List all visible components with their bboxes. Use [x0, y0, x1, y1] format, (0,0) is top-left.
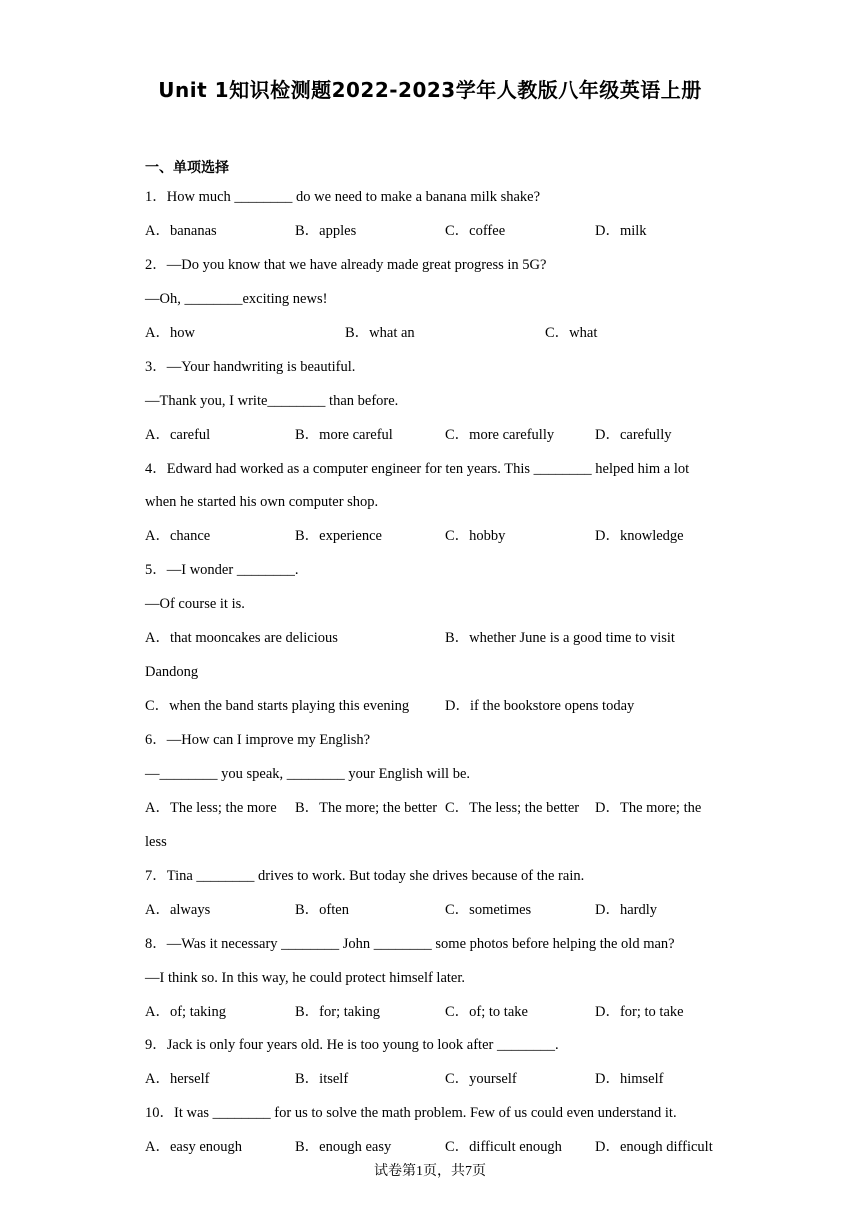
answer-option: A．of; taking [145, 1003, 226, 1020]
answer-option: A．herself [145, 1071, 210, 1088]
answer-option: D．milk [595, 222, 647, 239]
answer-option: B．The more; the better [295, 799, 438, 816]
answer-option: C．sometimes [445, 901, 532, 918]
answer-option: C．The less; the better [445, 799, 580, 816]
answer-option: A．chance [145, 528, 211, 545]
question-text: Dandong [145, 664, 199, 681]
answer-option: A．that mooncakes are delicious [145, 630, 338, 647]
question-text: less [145, 833, 167, 850]
answer-option: C．of; to take [445, 1003, 528, 1020]
answer-option: B．experience [295, 528, 382, 545]
section-heading: 一、单项选择 [145, 160, 229, 176]
answer-option: B．enough easy [295, 1139, 392, 1156]
answer-option: A．careful [145, 426, 211, 443]
answer-option: C．more carefully [445, 426, 555, 443]
answer-option: C．when the band starts playing this evening [145, 698, 410, 715]
answer-option: D．carefully [595, 426, 672, 443]
answer-option: A．always [145, 901, 211, 918]
answer-option: B．apples [295, 222, 357, 239]
option-row [145, 622, 725, 656]
question-text: 8．—Was it necessary ________ John ________ some photos before helping the old man? [145, 935, 675, 952]
option-row [145, 419, 725, 453]
question-text: —Of course it is. [145, 596, 245, 613]
question-text: 5．—I wonder ________. [145, 562, 299, 579]
option-row [145, 690, 725, 724]
answer-option: D．himself [595, 1071, 664, 1088]
question-text: when he started his own computer shop. [145, 494, 379, 511]
question-text: 3．—Your handwriting is beautiful. [145, 358, 356, 375]
option-row [145, 996, 725, 1030]
option-row [145, 792, 725, 826]
answer-option: B．what an [345, 324, 415, 341]
answer-option: B．often [295, 901, 349, 918]
question-text: —________ you speak, ________ your English will be. [145, 765, 471, 782]
answer-option: D．for; to take [595, 1003, 684, 1020]
answer-option: A．bananas [145, 222, 217, 239]
page-title: Unit 1知识检测题2022-2023学年人教版八年级英语上册 [158, 78, 702, 102]
question-text: 4．Edward had worked as a computer engineer for ten years. This ________ helped him a lot [145, 460, 690, 477]
page-footer: 试卷第1页，共7页 [374, 1164, 486, 1179]
option-row [145, 215, 725, 249]
question-text: —I think so. In this way, he could protect himself later. [145, 969, 466, 986]
answer-option: C．difficult enough [445, 1139, 562, 1156]
answer-option: D．The more; the [595, 799, 702, 816]
answer-option: B．for; taking [295, 1003, 380, 1020]
question-text: 6．—How can I improve my English? [145, 732, 371, 748]
answer-option: C．hobby [445, 528, 506, 545]
question-list [145, 181, 725, 1165]
answer-option: D．enough difficult [595, 1139, 713, 1156]
question-text: 9．Jack is only four years old. He is too young to look after ________. [145, 1037, 559, 1054]
question-text: 1．How much ________ do we need to make a banana milk shake? [145, 189, 541, 205]
question-text: 7．Tina ________ drives to work. But today she drives because of the rain. [145, 867, 585, 884]
question-text: 10．It was ________ for us to solve the math problem. Few of us could even understand it. [145, 1105, 677, 1122]
answer-option: D．hardly [595, 901, 658, 918]
option-row [145, 520, 725, 554]
answer-option: A．how [145, 324, 195, 341]
option-row [145, 317, 725, 351]
option-row [145, 894, 725, 928]
question-text: 2．—Do you know that we have already made great progress in 5G? [145, 256, 547, 273]
option-row [145, 1063, 725, 1097]
question-text: —Thank you, I write________ than before. [145, 392, 399, 409]
answer-option: D．if the bookstore opens today [445, 698, 635, 715]
answer-option: D．knowledge [595, 528, 684, 545]
question-text: —Oh, ________exciting news! [145, 290, 328, 307]
answer-option: A．easy enough [145, 1139, 243, 1156]
answer-option: C．what [545, 324, 598, 341]
answer-option: B．more careful [295, 426, 393, 443]
answer-option: C．yourself [445, 1071, 517, 1088]
answer-option: A．The less; the more [145, 799, 277, 816]
answer-option: C．coffee [445, 222, 506, 239]
answer-option: B．whether June is a good time to visit [445, 630, 675, 647]
answer-option: B．itself [295, 1071, 349, 1088]
